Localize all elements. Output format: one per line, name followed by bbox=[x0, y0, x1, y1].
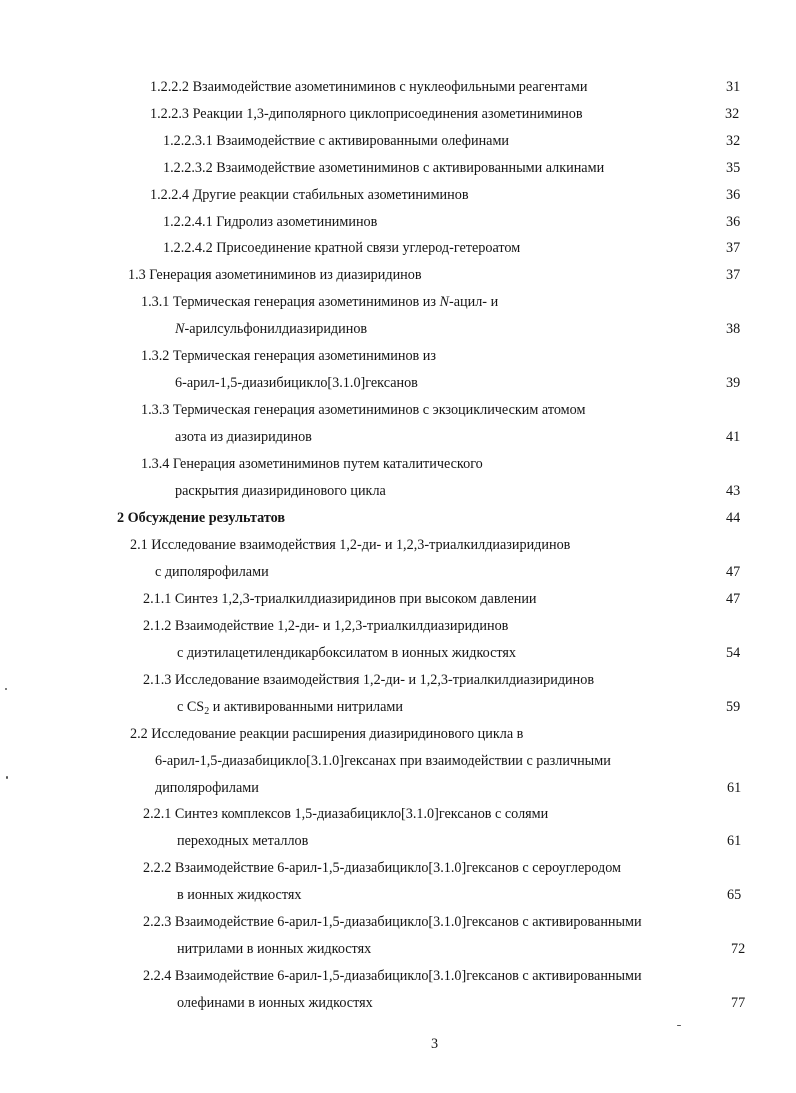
toc-page: 32 bbox=[725, 106, 740, 122]
toc-entry-1-2-2-4: 1.2.2.4 Другие реакции стабильных азометиниминов bbox=[150, 187, 469, 203]
toc-page: 65 bbox=[727, 887, 742, 903]
toc-entry-2-1-2-cont: с диэтилацетилендикарбоксилатом в ионных жидкостях bbox=[177, 645, 517, 661]
toc-entry-2-2-3: 2.2.3 Взаимодействие 6-арил-1,5-диазабицикло[3.1.0]гексанов с активированными bbox=[143, 914, 642, 930]
toc-page: 77 bbox=[731, 995, 746, 1011]
toc-page: 31 bbox=[726, 79, 741, 95]
toc-entry-1-3-3-cont: азота из диазиридинов bbox=[175, 429, 312, 445]
toc-entry-1-3-3: 1.3.3 Термическая генерация азометиниминов с экзоциклическим атомом bbox=[141, 402, 586, 418]
toc-page: 38 bbox=[726, 321, 741, 337]
toc-entry-2-2-4: 2.2.4 Взаимодействие 6-арил-1,5-диазабицикло[3.1.0]гексанов с активированными bbox=[143, 968, 642, 984]
toc-entry-2-2: 2.2 Исследование реакции расширения диазиридинового цикла в bbox=[130, 726, 524, 742]
scan-speck bbox=[677, 1025, 681, 1026]
toc-entry-1-3-2-cont: 6-арил-1,5-диазибицикло[3.1.0]гексанов bbox=[175, 375, 418, 391]
toc-page: 39 bbox=[726, 375, 741, 391]
toc-entry-1-2-2-4-2: 1.2.2.4.2 Присоединение кратной связи углерод-гетероатом bbox=[163, 240, 521, 256]
toc-entry-1-3-1: 1.3.1 Термическая генерация азометиниминов из N-ацил- и bbox=[141, 294, 499, 310]
toc-page: 47 bbox=[726, 591, 741, 607]
toc-page: 72 bbox=[731, 941, 746, 957]
scan-speck bbox=[6, 776, 8, 779]
toc-page: 36 bbox=[726, 214, 741, 230]
toc-page: 37 bbox=[726, 240, 741, 256]
toc-page: 47 bbox=[726, 564, 741, 580]
toc-entry-2-2-1-cont: переходных металлов bbox=[177, 833, 309, 849]
toc-chapter-2: 2 Обсуждение результатов bbox=[117, 510, 286, 526]
toc-entry-1-3-4-cont: раскрытия диазиридинового цикла bbox=[175, 483, 386, 499]
toc-entry-1-3-4: 1.3.4 Генерация азометиниминов путем каталитического bbox=[141, 456, 483, 472]
toc-page: 61 bbox=[727, 780, 742, 796]
toc-entry-2-1-3-cont: с $CS_2$ и активированными нитрилами bbox=[177, 699, 403, 717]
toc-entry-2-1-2: 2.1.2 Взаимодействие 1,2-ди- и 1,2,3-триалкилдиазиридинов bbox=[143, 618, 509, 634]
toc-page: 59 bbox=[726, 699, 741, 715]
toc-entry-1-2-2-3-2: 1.2.2.3.2 Взаимодействие азометиниминов с активированными алкинами bbox=[163, 160, 605, 176]
toc-entry-2-1-1: 2.1.1 Синтез 1,2,3-триалкилдиазиридинов при высоком давлении bbox=[143, 591, 537, 607]
toc-entry-2-2-1: 2.2.1 Синтез комплексов 1,5-диазабицикло[3.1.0]гексанов с солями bbox=[143, 806, 549, 822]
toc-page: 36 bbox=[726, 187, 741, 203]
toc-page: 41 bbox=[726, 429, 741, 445]
toc-entry-1-3-1-cont: N-арилсульфонилдиазиридинов bbox=[175, 321, 368, 337]
toc-page: 32 bbox=[726, 133, 741, 149]
toc-page: 61 bbox=[727, 833, 742, 849]
scan-speck bbox=[5, 688, 7, 690]
toc-entry-2-1-3: 2.1.3 Исследование взаимодействия 1,2-ди- и 1,2,3-триалкилдиазиридинов bbox=[143, 672, 595, 688]
toc-entry-2-2-2: 2.2.2 Взаимодействие 6-арил-1,5-диазабицикло[3.1.0]гексанов с сероуглеродом bbox=[143, 860, 622, 876]
page-number: 3 bbox=[431, 1036, 439, 1052]
toc-entry-2-2-3-cont: нитрилами в ионных жидкостях bbox=[177, 941, 372, 957]
toc-entry-1-2-2-3-1: 1.2.2.3.1 Взаимодействие с активированными олефинами bbox=[163, 133, 510, 149]
toc-entry-1-2-2-4-1: 1.2.2.4.1 Гидролиз азометиниминов bbox=[163, 214, 378, 230]
toc-entry-1-2-2-3: 1.2.2.3 Реакции 1,3-диполярного циклоприсоединения азометиниминов bbox=[150, 106, 583, 122]
toc-entry-2-2-4-cont: олефинами в ионных жидкостях bbox=[177, 995, 373, 1011]
toc-entry-2-1: 2.1 Исследование взаимодействия 1,2-ди- и 1,2,3-триалкилдиазиридинов bbox=[130, 537, 571, 553]
toc-entry-2-2-2-cont: в ионных жидкостях bbox=[177, 887, 302, 903]
toc-entry-1-3: 1.3 Генерация азометиниминов из диазиридинов bbox=[128, 267, 422, 283]
toc-entry-2-2-cont: 6-арил-1,5-диазабицикло[3.1.0]гексанах при взаимодействии с различными bbox=[155, 753, 611, 769]
toc-page: 54 bbox=[726, 645, 741, 661]
toc-page: 37 bbox=[726, 267, 741, 283]
toc-entry-1-2-2-2: 1.2.2.2 Взаимодействие азометиниминов с нуклеофильными реагентами bbox=[150, 79, 588, 95]
toc-entry-1-3-2: 1.3.2 Термическая генерация азометиниминов из bbox=[141, 348, 436, 364]
toc-entry-2-1-cont: с диполярофилами bbox=[155, 564, 269, 580]
toc-page: 44 bbox=[726, 510, 741, 526]
toc-page: 43 bbox=[726, 483, 741, 499]
toc-entry-2-2-cont2: диполярофилами bbox=[155, 780, 259, 796]
toc-page: 35 bbox=[726, 160, 741, 176]
